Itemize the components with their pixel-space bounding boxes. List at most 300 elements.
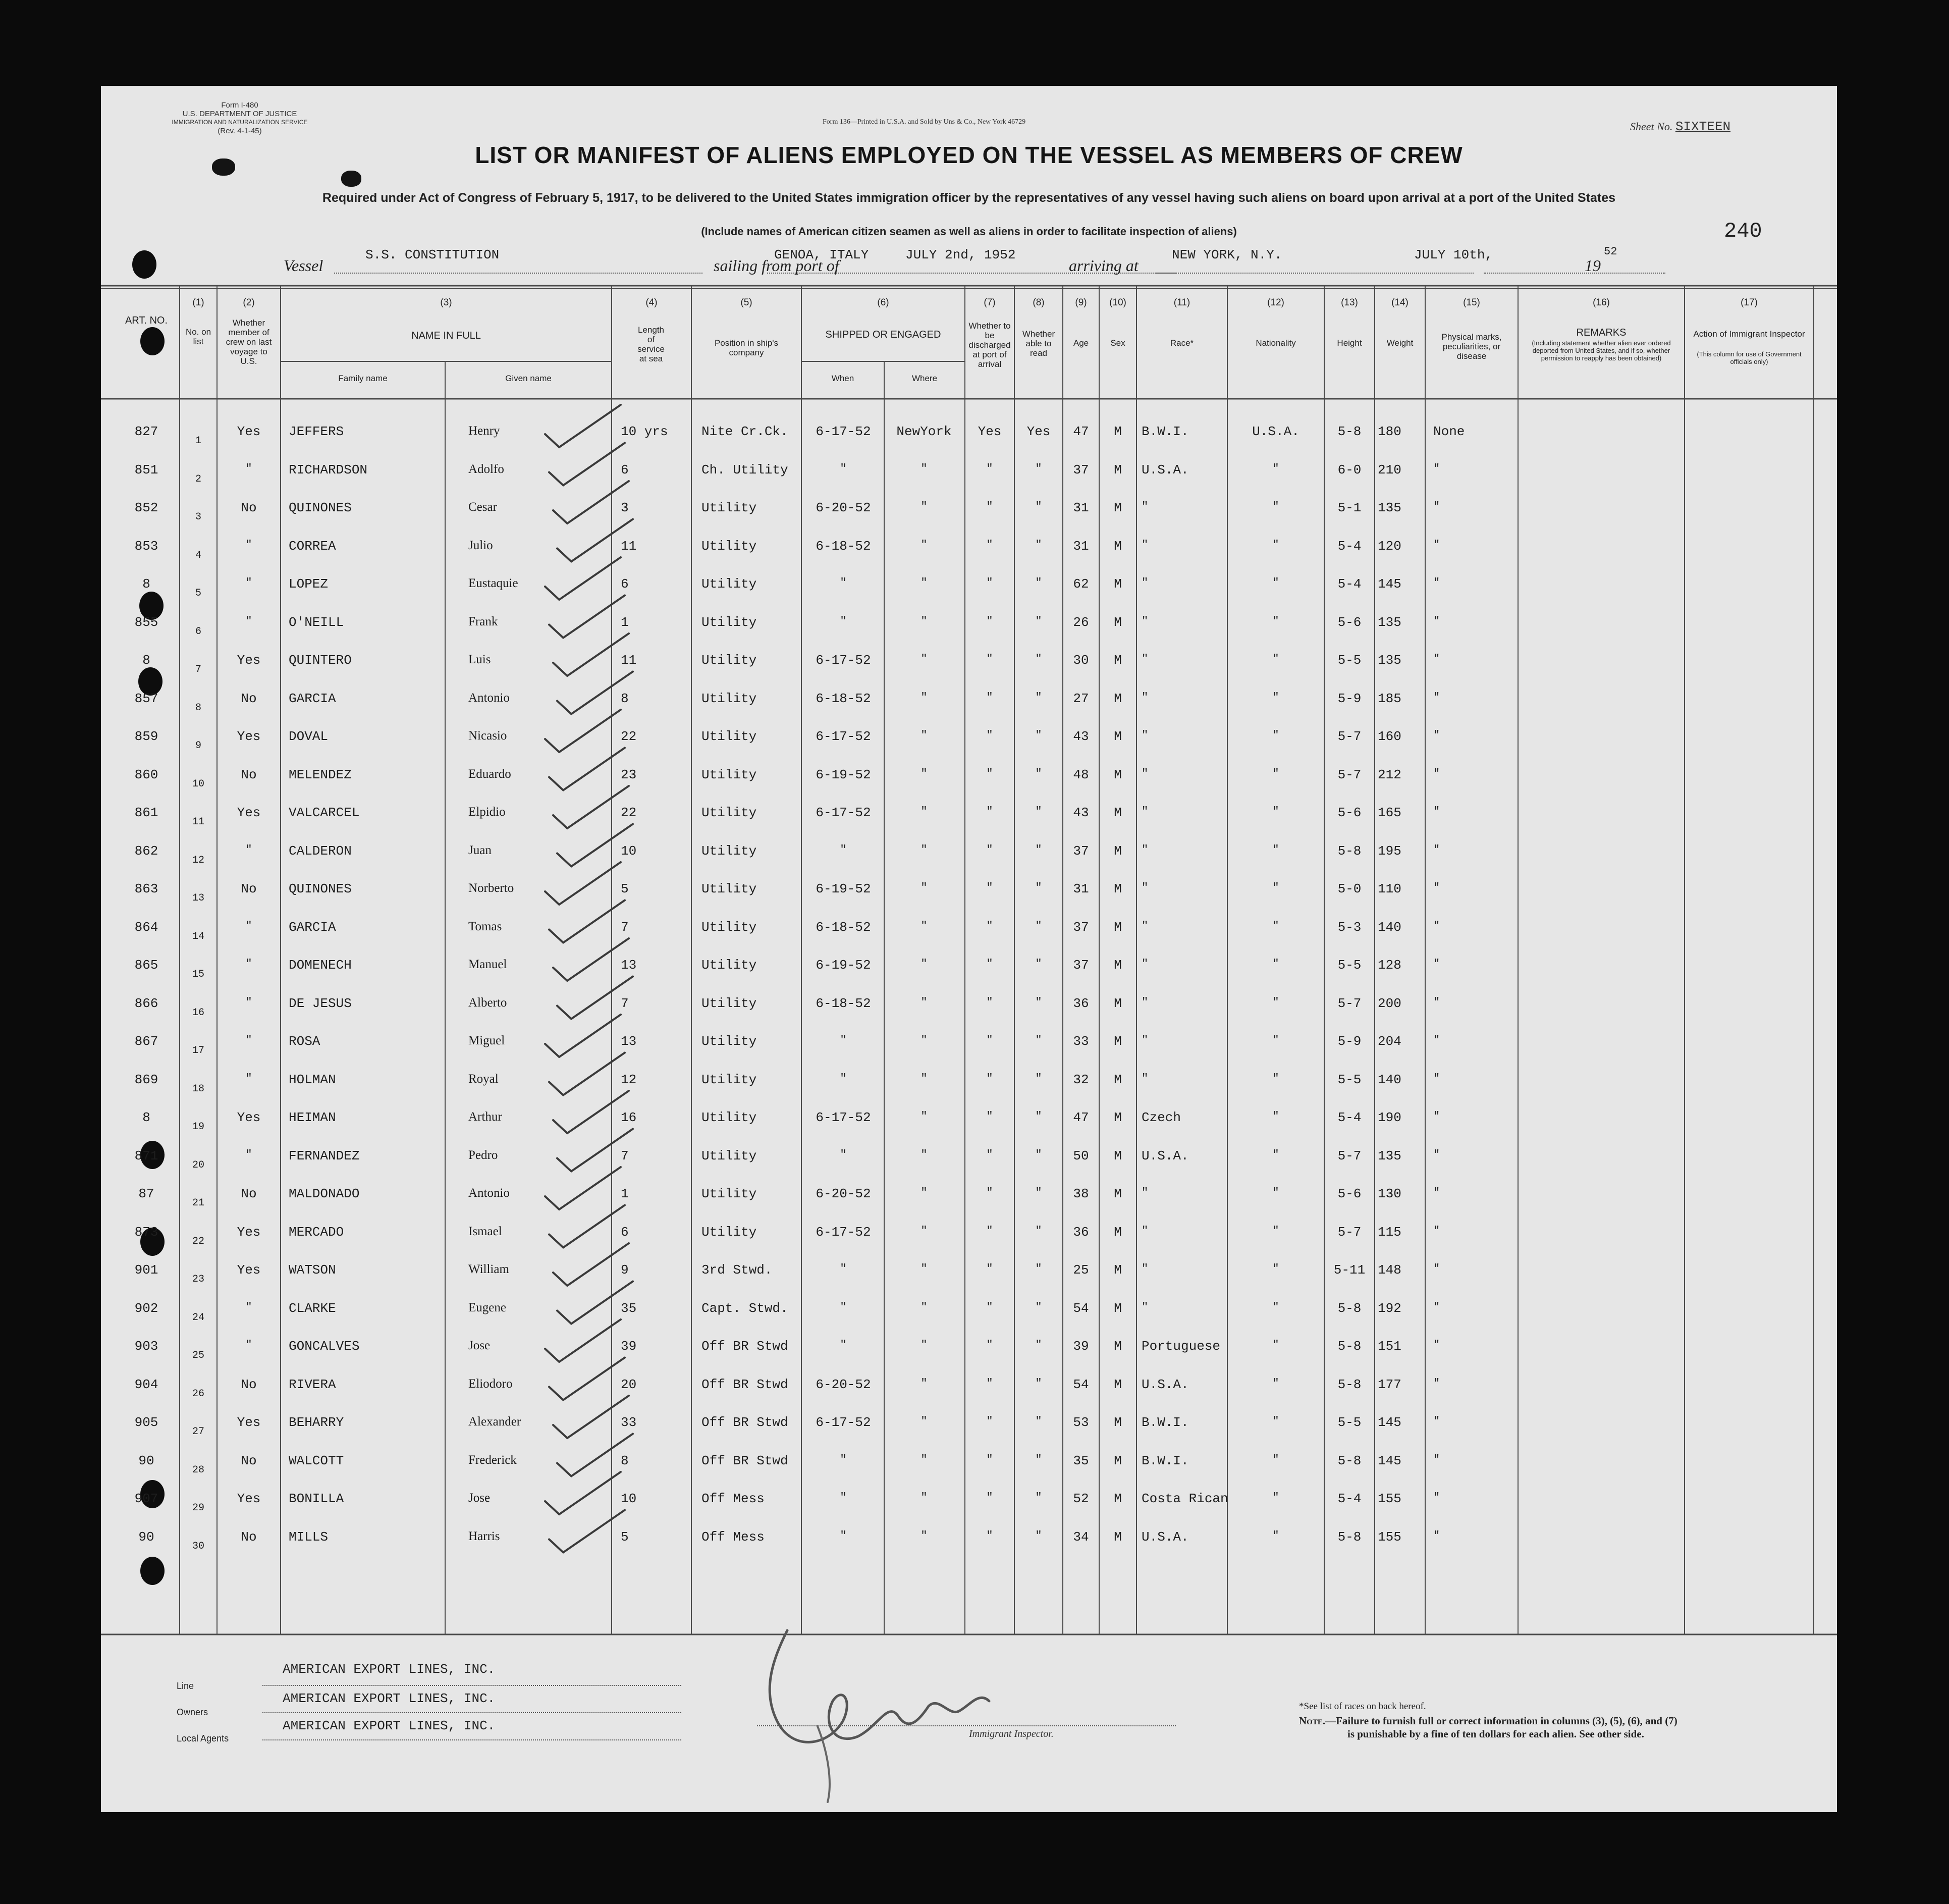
cell-when: 6-20-52 [816, 1377, 871, 1392]
cell-height: 5-5 [1337, 958, 1362, 973]
cell-nationality: " [1272, 538, 1279, 551]
cell-nationality: " [1272, 500, 1279, 513]
arriving-date: JULY 10th, [1414, 247, 1493, 262]
cell-discharged: " [986, 1110, 993, 1123]
table-row [101, 1034, 1837, 1064]
cell-where: " [921, 729, 928, 742]
cell-read: " [1035, 1262, 1042, 1275]
cell-nationality: " [1272, 843, 1279, 856]
cell-weight: 151 [1378, 1339, 1401, 1354]
cell-given-name: Julio [468, 538, 493, 552]
cell-given-name: Henry [468, 424, 500, 438]
cell-position: Utility [701, 729, 757, 744]
cell-last-voyage: " [245, 958, 252, 970]
cell-race: Costa Rican [1142, 1491, 1228, 1506]
table-row [101, 1415, 1837, 1445]
cell-last-voyage: No [241, 881, 257, 896]
cell-discharged: " [986, 1300, 993, 1313]
cell-race: " [1142, 691, 1149, 704]
cell-where: " [921, 919, 928, 932]
cell-race: B.W.I. [1142, 1453, 1189, 1468]
cell-service: 6 [621, 462, 629, 478]
cell-weight: 210 [1378, 462, 1401, 478]
year-prefix: 19 [1585, 256, 1601, 275]
cell-position: Utility [701, 576, 757, 592]
cell-read: " [1035, 1529, 1042, 1542]
cell-read: Yes [1026, 424, 1051, 439]
cell-age: 48 [1073, 767, 1089, 782]
cell-no-on-list: 14 [192, 930, 204, 942]
cell-when: 6-18-52 [816, 995, 871, 1011]
cell-read: " [1035, 995, 1042, 1009]
cell-height: 5-9 [1337, 691, 1362, 706]
cell-last-voyage: " [245, 1072, 252, 1085]
cell-last-voyage: Yes [237, 1110, 261, 1125]
cell-sex: M [1114, 1110, 1122, 1125]
col-header-remarks-sub: (Including statement whether alien ever ordered deported from United States, and if so, whether permission to reapply has been obtained) [1532, 339, 1671, 362]
col-header-discharged: Whether to be discharged at port of arrival [968, 321, 1011, 369]
cell-position: Utility [701, 653, 757, 668]
cell-sex: M [1114, 462, 1122, 478]
cell-read: " [1035, 462, 1042, 475]
cell-height: 5-7 [1337, 1224, 1362, 1240]
cell-weight: 155 [1378, 1529, 1401, 1545]
cell-service: 8 [621, 691, 629, 706]
cell-given-name: Harris [468, 1529, 500, 1543]
cell-race: U.S.A. [1142, 462, 1189, 478]
cell-when: 6-19-52 [816, 881, 871, 896]
cell-no-on-list: 11 [192, 816, 204, 828]
cell-service: 23 [621, 767, 637, 782]
cell-discharged: " [986, 767, 993, 780]
cell-where: " [921, 1339, 928, 1351]
cell-sex: M [1114, 1072, 1122, 1087]
arriving-label: arriving at [1069, 256, 1139, 275]
cell-position: 3rd Stwd. [701, 1262, 773, 1278]
col-header-where: Where [911, 374, 938, 383]
cell-race: U.S.A. [1142, 1377, 1189, 1392]
table-row [101, 958, 1837, 988]
year-suffix: 52 [1604, 245, 1617, 258]
col-header-art-no: ART. NO. [125, 315, 168, 326]
form-number: Form I-480 [221, 101, 258, 110]
cell-read: " [1035, 843, 1042, 856]
cell-race: " [1142, 843, 1149, 856]
table-row [101, 1148, 1837, 1179]
cell-discharged: " [986, 1377, 993, 1390]
cell-sex: M [1114, 653, 1122, 668]
cell-weight: 145 [1378, 1415, 1401, 1430]
cell-height: 5-0 [1337, 881, 1362, 896]
sheet-label: Sheet No. [1630, 120, 1673, 133]
sheet-number [1630, 119, 1730, 134]
cell-service: 22 [621, 805, 637, 820]
cell-position: Utility [701, 767, 757, 782]
cell-position: Utility [701, 538, 757, 554]
department: U.S. DEPARTMENT OF JUSTICE [182, 110, 297, 118]
col-header-inspector-action: Action of Immigrant Inspector [1693, 329, 1805, 339]
cell-when: " [840, 1072, 847, 1085]
cell-physical-marks: " [1433, 1186, 1440, 1199]
cell-weight: 128 [1378, 958, 1401, 973]
cell-art-no: 904 [134, 1377, 158, 1392]
cell-when: 6-19-52 [816, 958, 871, 973]
cell-position: Utility [701, 958, 757, 973]
cell-race: " [1142, 881, 1149, 894]
cell-position: Utility [701, 500, 757, 515]
cell-physical-marks: " [1433, 767, 1440, 780]
cell-physical-marks: " [1433, 1339, 1440, 1351]
cell-sex: M [1114, 538, 1122, 554]
col-header-nationality: Nationality [1256, 338, 1296, 348]
line-label: Line [177, 1681, 194, 1691]
cell-sex: M [1114, 500, 1122, 515]
cell-family-name: DE JESUS [289, 995, 352, 1011]
cell-art-no: 871 [134, 1148, 158, 1163]
cell-no-on-list: 17 [192, 1045, 204, 1056]
cell-physical-marks: " [1433, 881, 1440, 894]
col-header-physical-marks: Physical marks, peculiarities, or disease [1441, 332, 1502, 361]
cell-physical-marks: " [1433, 614, 1440, 627]
cell-where: " [921, 653, 928, 665]
cell-no-on-list: 4 [195, 549, 201, 561]
cell-last-voyage: " [245, 995, 252, 1009]
table-row [101, 539, 1837, 569]
cell-where: " [921, 1186, 928, 1199]
cell-where: " [921, 1262, 928, 1275]
cell-weight: 140 [1378, 919, 1401, 935]
cell-when: 6-18-52 [816, 538, 871, 554]
owners-value: AMERICAN EXPORT LINES, INC. [283, 1691, 496, 1706]
cell-no-on-list: 8 [195, 702, 201, 714]
cell-age: 31 [1073, 500, 1089, 515]
cell-nationality: " [1272, 1300, 1279, 1313]
cell-family-name: GARCIA [289, 691, 336, 706]
cell-family-name: DOMENECH [289, 958, 352, 973]
cell-service: 7 [621, 1148, 629, 1163]
cell-where: " [921, 462, 928, 475]
cell-when: " [840, 1529, 847, 1542]
cell-height: 5-7 [1337, 1148, 1362, 1163]
cell-height: 5-8 [1337, 1300, 1362, 1316]
col-header-age: Age [1073, 338, 1089, 348]
cell-art-no: 864 [134, 919, 158, 935]
cell-physical-marks: " [1433, 576, 1440, 589]
cell-where: " [921, 691, 928, 704]
cell-position: Off Mess [701, 1529, 765, 1545]
inspector-label: Immigrant Inspector. [969, 1728, 1054, 1739]
cell-art-no: 902 [134, 1300, 158, 1316]
cell-service: 13 [621, 1034, 637, 1049]
cell-age: 62 [1073, 576, 1089, 592]
col-num-9: (9) [1075, 297, 1087, 308]
cell-nationality: " [1272, 1453, 1279, 1466]
cell-last-voyage: " [245, 576, 252, 589]
sailing-date: JULY 2nd, 1952 [905, 247, 1016, 262]
cell-weight: 200 [1378, 995, 1401, 1011]
cell-discharged: " [986, 1491, 993, 1504]
table-row [101, 1301, 1837, 1331]
cell-physical-marks: " [1433, 843, 1440, 856]
cell-read: " [1035, 767, 1042, 780]
cell-race: U.S.A. [1142, 1529, 1189, 1545]
col-num-7: (7) [984, 297, 996, 308]
cell-given-name: Tomas [468, 919, 502, 933]
cell-sex: M [1114, 1224, 1122, 1240]
service: IMMIGRATION AND NATURALIZATION SERVICE [172, 119, 308, 126]
col-num-14: (14) [1391, 297, 1409, 308]
cell-height: 5-7 [1337, 767, 1362, 782]
cell-service: 22 [621, 729, 637, 744]
cell-position: Utility [701, 1072, 757, 1087]
cell-art-no: 87 [138, 1186, 154, 1201]
cell-height: 5-4 [1337, 538, 1362, 554]
cell-age: 50 [1073, 1148, 1089, 1163]
cell-nationality: " [1272, 805, 1279, 818]
cell-last-voyage: Yes [237, 1224, 261, 1240]
cell-position: Utility [701, 1186, 757, 1201]
cell-physical-marks: " [1433, 462, 1440, 475]
cell-last-voyage: " [245, 538, 252, 551]
cell-art-no: 901 [134, 1262, 158, 1278]
cell-discharged: " [986, 500, 993, 513]
cell-sex: M [1114, 1300, 1122, 1316]
cell-physical-marks: " [1433, 958, 1440, 970]
cell-family-name: BEHARRY [289, 1415, 344, 1430]
col-num-11: (11) [1173, 297, 1190, 308]
cell-weight: 165 [1378, 805, 1401, 820]
cell-sex: M [1114, 843, 1122, 859]
table-row [101, 1453, 1837, 1484]
cell-service: 5 [621, 881, 629, 896]
cell-height: 5-8 [1337, 1339, 1362, 1354]
col-num-12: (12) [1267, 297, 1284, 308]
cell-where: " [921, 995, 928, 1009]
cell-nationality: " [1272, 729, 1279, 742]
cell-no-on-list: 25 [192, 1350, 204, 1361]
agents-label: Local Agents [177, 1733, 229, 1743]
cell-race: " [1142, 805, 1149, 818]
table-row [101, 576, 1837, 607]
cell-service: 6 [621, 1224, 629, 1240]
table-row [101, 653, 1837, 683]
cell-age: 37 [1073, 462, 1089, 478]
cell-family-name: WALCOTT [289, 1453, 344, 1468]
cell-family-name: LOPEZ [289, 576, 329, 592]
cell-race: " [1142, 995, 1149, 1009]
cell-read: " [1035, 958, 1042, 970]
cell-weight: 135 [1378, 1148, 1401, 1163]
cell-position: Off BR Stwd [701, 1339, 788, 1354]
cell-family-name: GONCALVES [289, 1339, 360, 1354]
cell-service: 11 [621, 653, 637, 668]
cell-family-name: BONILLA [289, 1491, 344, 1506]
cell-height: 5-6 [1337, 1186, 1362, 1201]
cell-age: 33 [1073, 1034, 1089, 1049]
table-row [101, 805, 1837, 835]
cell-sex: M [1114, 1491, 1122, 1506]
cell-given-name: Alberto [468, 995, 507, 1010]
cell-family-name: QUINONES [289, 881, 352, 896]
cell-family-name: MALDONADO [289, 1186, 360, 1201]
cell-no-on-list: 7 [195, 664, 201, 675]
cell-art-no: 8 [142, 576, 150, 592]
cell-no-on-list: 6 [195, 625, 201, 638]
cell-nationality: " [1272, 1224, 1279, 1237]
cell-race: " [1142, 1072, 1149, 1085]
cell-age: 37 [1073, 958, 1089, 973]
cell-given-name: Luis [468, 653, 491, 666]
cell-where: " [921, 1300, 928, 1313]
col-num-1: (1) [192, 297, 204, 308]
ink-blot [341, 171, 361, 187]
cell-art-no: 907 [134, 1491, 158, 1506]
cell-age: 52 [1073, 1491, 1089, 1506]
cell-read: " [1035, 500, 1042, 513]
cell-physical-marks: " [1433, 1072, 1440, 1085]
cell-service: 9 [621, 1262, 629, 1278]
cell-last-voyage: No [241, 767, 257, 782]
cell-given-name: William [468, 1262, 509, 1276]
cell-given-name: Juan [468, 843, 492, 857]
cell-race: " [1142, 919, 1149, 932]
cell-sex: M [1114, 919, 1122, 935]
cell-race: " [1142, 1034, 1149, 1046]
punch-hole [140, 327, 165, 355]
cell-when: 6-17-52 [816, 805, 871, 820]
cell-weight: 120 [1378, 538, 1401, 554]
cell-discharged: " [986, 1186, 993, 1199]
table-row [101, 843, 1837, 874]
cell-discharged: " [986, 1415, 993, 1427]
cell-art-no: 867 [134, 1034, 158, 1049]
cell-age: 25 [1073, 1262, 1089, 1278]
cell-position: Utility [701, 995, 757, 1011]
cell-when: " [840, 1148, 847, 1161]
cell-read: " [1035, 614, 1042, 627]
table-row [101, 1491, 1837, 1521]
cell-position: Utility [701, 843, 757, 859]
cell-race: " [1142, 767, 1149, 780]
cell-given-name: Jose [468, 1339, 491, 1352]
cell-family-name: CORREA [289, 538, 336, 554]
col-header-family-name: Family name [338, 374, 388, 383]
cell-race: " [1142, 576, 1149, 589]
col-num-13: (13) [1341, 297, 1358, 308]
cell-family-name: FERNANDEZ [289, 1148, 360, 1163]
cell-nationality: " [1272, 881, 1279, 894]
cell-position: Utility [701, 881, 757, 896]
cell-last-voyage: " [245, 614, 252, 627]
cell-where: " [921, 1148, 928, 1161]
cell-service: 35 [621, 1300, 637, 1316]
cell-age: 38 [1073, 1186, 1089, 1201]
table-row [101, 1377, 1837, 1407]
cell-read: " [1035, 691, 1042, 704]
cell-age: 47 [1073, 424, 1089, 439]
cell-given-name: Adolfo [468, 462, 504, 476]
cell-when: 6-17-52 [816, 653, 871, 668]
cell-sex: M [1114, 424, 1122, 439]
cell-art-no: 857 [134, 691, 158, 706]
cell-read: " [1035, 1034, 1042, 1046]
cell-family-name: MELENDEZ [289, 767, 352, 782]
cell-weight: 135 [1378, 614, 1401, 630]
cell-read: " [1035, 729, 1042, 742]
cell-given-name: Frederick [468, 1453, 517, 1467]
cell-weight: 195 [1378, 843, 1401, 859]
cell-no-on-list: 3 [195, 511, 201, 523]
cell-where: " [921, 1072, 928, 1085]
cell-last-voyage: Yes [237, 653, 261, 668]
table-row [101, 1262, 1837, 1293]
col-num-5: (5) [740, 297, 752, 308]
cell-age: 36 [1073, 995, 1089, 1011]
cell-where: " [921, 1224, 928, 1237]
cell-age: 43 [1073, 805, 1089, 820]
cell-sex: M [1114, 958, 1122, 973]
cell-art-no: 863 [134, 881, 158, 896]
cell-sex: M [1114, 1529, 1122, 1545]
cell-given-name: Frank [468, 614, 498, 628]
vessel-label: Vessel [284, 256, 323, 275]
cell-given-name: Antonio [468, 1186, 510, 1200]
cell-when: " [840, 843, 847, 856]
cell-height: 5-8 [1337, 1377, 1362, 1392]
cell-art-no: 862 [134, 843, 158, 859]
cell-where: " [921, 1415, 928, 1427]
cell-discharged: " [986, 614, 993, 627]
cell-read: " [1035, 1148, 1042, 1161]
cell-race: B.W.I. [1142, 1415, 1189, 1430]
cell-where: " [921, 767, 928, 780]
cell-race: " [1142, 1300, 1149, 1313]
cell-weight: 212 [1378, 767, 1401, 782]
owners-label: Owners [177, 1707, 208, 1717]
cell-position: Capt. Stwd. [701, 1300, 788, 1316]
cell-weight: 148 [1378, 1262, 1401, 1278]
printer-line: Form 136—Printed in U.S.A. and Sold by Uns & Co., New York 46729 [823, 118, 1026, 126]
cell-sex: M [1114, 729, 1122, 744]
cell-service: 5 [621, 1529, 629, 1545]
cell-nationality: " [1272, 1148, 1279, 1161]
cell-position: Utility [701, 614, 757, 630]
cell-given-name: Eliodoro [468, 1377, 513, 1391]
cell-when: 6-20-52 [816, 500, 871, 515]
table-row [101, 462, 1837, 493]
cell-service: 10 yrs [621, 424, 668, 439]
cell-height: 5-4 [1337, 1110, 1362, 1125]
cell-art-no: 8 [142, 653, 150, 668]
cell-sex: M [1114, 614, 1122, 630]
cell-when: 6-17-52 [816, 424, 871, 439]
cell-physical-marks: " [1433, 1148, 1440, 1161]
cell-given-name: Pedro [468, 1148, 498, 1162]
cell-race: " [1142, 538, 1149, 551]
cell-position: Utility [701, 1148, 757, 1163]
cell-art-no: 861 [134, 805, 158, 820]
cell-weight: 135 [1378, 653, 1401, 668]
note-label: Note. [1299, 1715, 1326, 1727]
cell-family-name: MERCADO [289, 1224, 344, 1240]
cell-service: 12 [621, 1072, 637, 1087]
cell-family-name: WATSON [289, 1262, 336, 1278]
cell-age: 27 [1073, 691, 1089, 706]
col-header-name-in-full: NAME IN FULL [411, 330, 481, 341]
cell-art-no: 905 [134, 1415, 158, 1430]
cell-last-voyage: Yes [237, 805, 261, 820]
cell-nationality: U.S.A. [1252, 424, 1300, 439]
